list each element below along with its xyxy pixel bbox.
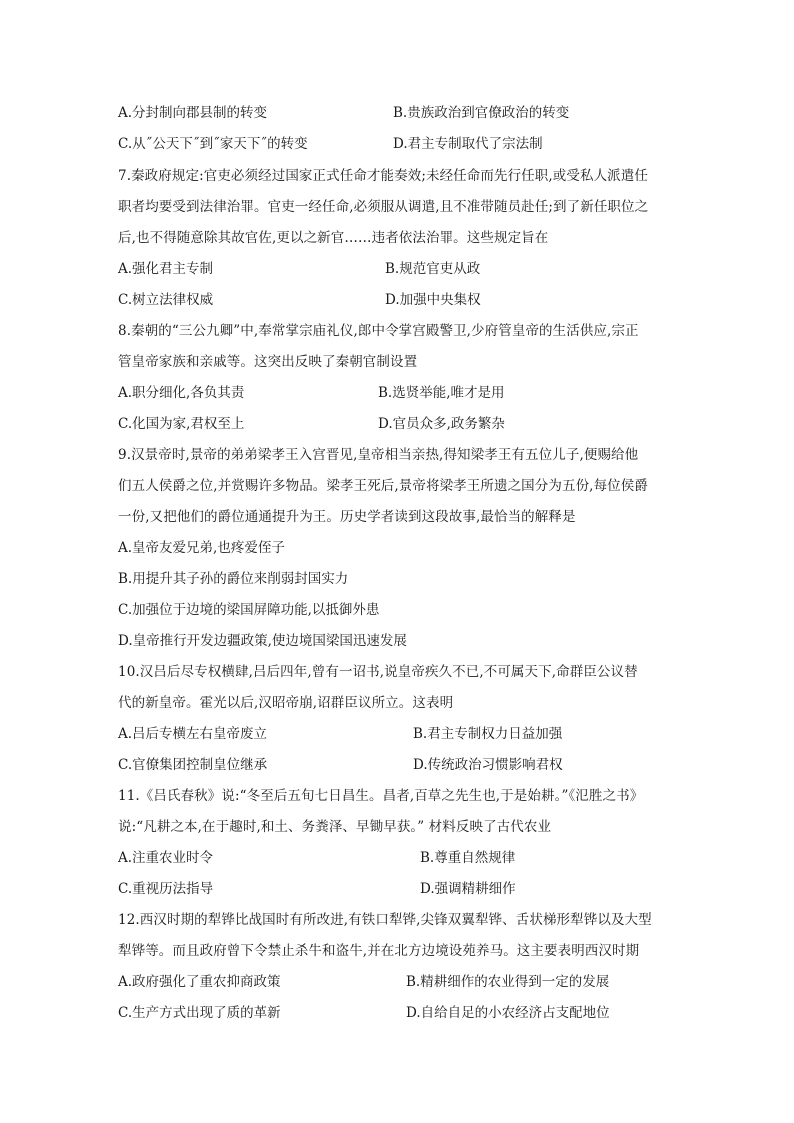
q6-option-c: C.从˝公天下˝到˝家天下˝的转变 [118,136,308,152]
q11-option-d: D.强调精耕细作 [420,881,516,897]
q12-option-c: C.生产方式出现了质的革新 [118,1005,281,1021]
q10-option-b: B.君主专制权力日益加强 [413,726,563,742]
q8-option-d: D.官员众多,政务繁杂 [378,416,505,432]
q12-option-a: A.政府强化了重农抑商政策 [118,974,281,990]
q8-stem-line-2: 管皇帝家族和亲戚等。这突出反映了秦朝官制设置 [118,354,418,370]
q7-option-b: B.规范官吏从政 [385,261,481,277]
q10-option-c: C.官僚集团控制皇位继承 [118,757,268,773]
q9-stem-line-3: 一份,又把他们的爵位通通提升为王。历史学者读到这段故事,最恰当的解释是 [118,509,576,525]
q8-option-b: B.选贤举能,唯才是用 [378,385,505,401]
q6-option-d: D.君主专制取代了宗法制 [393,136,543,152]
q8-stem-line-1: 8.秦朝的“三公九卿”中,奉常掌宗庙礼仪,郎中令掌宫殿警卫,少府管皇帝的生活供应,宗正 [118,323,639,339]
q12-stem-line-2: 犁铧等。而且政府曾下令禁止杀牛和盗牛,并在北方边境设苑养马。这主要表明西汉时期 [118,943,640,959]
q6-option-a: A.分封制向郡县制的转变 [118,105,268,121]
q8-option-c: C.化国为家,君权至上 [118,416,245,432]
q11-option-a: A.注重农业时令 [118,850,214,866]
q8-option-a: A.职分细化,各负其责 [118,385,245,401]
q10-option-a: A.吕后专横左右皇帝废立 [118,726,268,742]
q10-stem-line-1: 10.汉吕后尽专权横肆,吕后四年,曾有一诏书,说皇帝疾久不已,不可属天下,命群臣公议替 [118,664,638,680]
q7-option-d: D.加强中央集权 [385,292,481,308]
q9-stem-line-2: 们五人侯爵之位,并赏赐许多物品。梁孝王死后,景帝将梁孝王所遗之国分为五份,每位侯爵 [118,478,648,494]
q12-option-b: B.精耕细作的农业得到一定的发展 [406,974,610,990]
q9-stem-line-1: 9.汉景帝时,景帝的弟弟梁孝王入宫晋见,皇帝相当亲热,得知梁孝王有五位儿子,便赐给他 [118,447,639,463]
q11-stem-line-2: 说:“凡耕之本,在于趣时,和土、务粪泽、早锄早获。” 材料反映了古代农业 [118,819,552,835]
q11-option-c: C.重视历法指导 [118,881,214,897]
q9-option-a: A.皇帝友爱兄弟,也疼爱侄子 [118,540,285,556]
q10-option-d: D.传统政治习惯影响君权 [413,757,563,773]
q9-option-b: B.用提升其子孙的爵位来削弱封国实力 [118,571,349,587]
q7-option-c: C.树立法律权威 [118,292,214,308]
q7-stem-line-3: 后,也不得随意除其故官佐,更以之新官……违者依法治罪。这些规定旨在 [118,230,549,246]
q11-option-b: B.尊重自然规律 [420,850,516,866]
q10-stem-line-2: 代的新皇帝。霍光以后,汉昭帝崩,诏群臣议所立。这表明 [118,695,454,711]
q7-stem-line-2: 职者均要受到法律治罪。官吏一经任命,必须服从调遣,且不准带随员赴任;到了新任职位之 [118,199,649,215]
q9-option-c: C.加强位于边境的梁国屏障功能,以抵御外患 [118,602,380,618]
q12-stem-line-1: 12.西汉时期的犁铧比战国时有所改进,有铁口犁铧,尖锋双翼犁铧、舌状梯形犁铧以及大型 [118,912,652,928]
q12-option-d: D.自给自足的小农经济占支配地位 [406,1005,610,1021]
q11-stem-line-1: 11.《吕氏春秋》说:“冬至后五旬七日昌生。昌者,百草之先生也,于是始耕。”《氾胜之书》 [118,788,644,804]
q7-option-a: A.强化君主专制 [118,261,214,277]
q7-stem-line-1: 7.秦政府规定:官吏必须经过国家正式任命才能奏效;未经任命而先行任职,或受私人派遣任 [118,168,648,184]
q9-option-d: D.皇帝推行开发边疆政策,使边境国梁国迅速发展 [118,633,407,649]
q6-option-b: B.贵族政治到官僚政治的转变 [393,105,570,121]
